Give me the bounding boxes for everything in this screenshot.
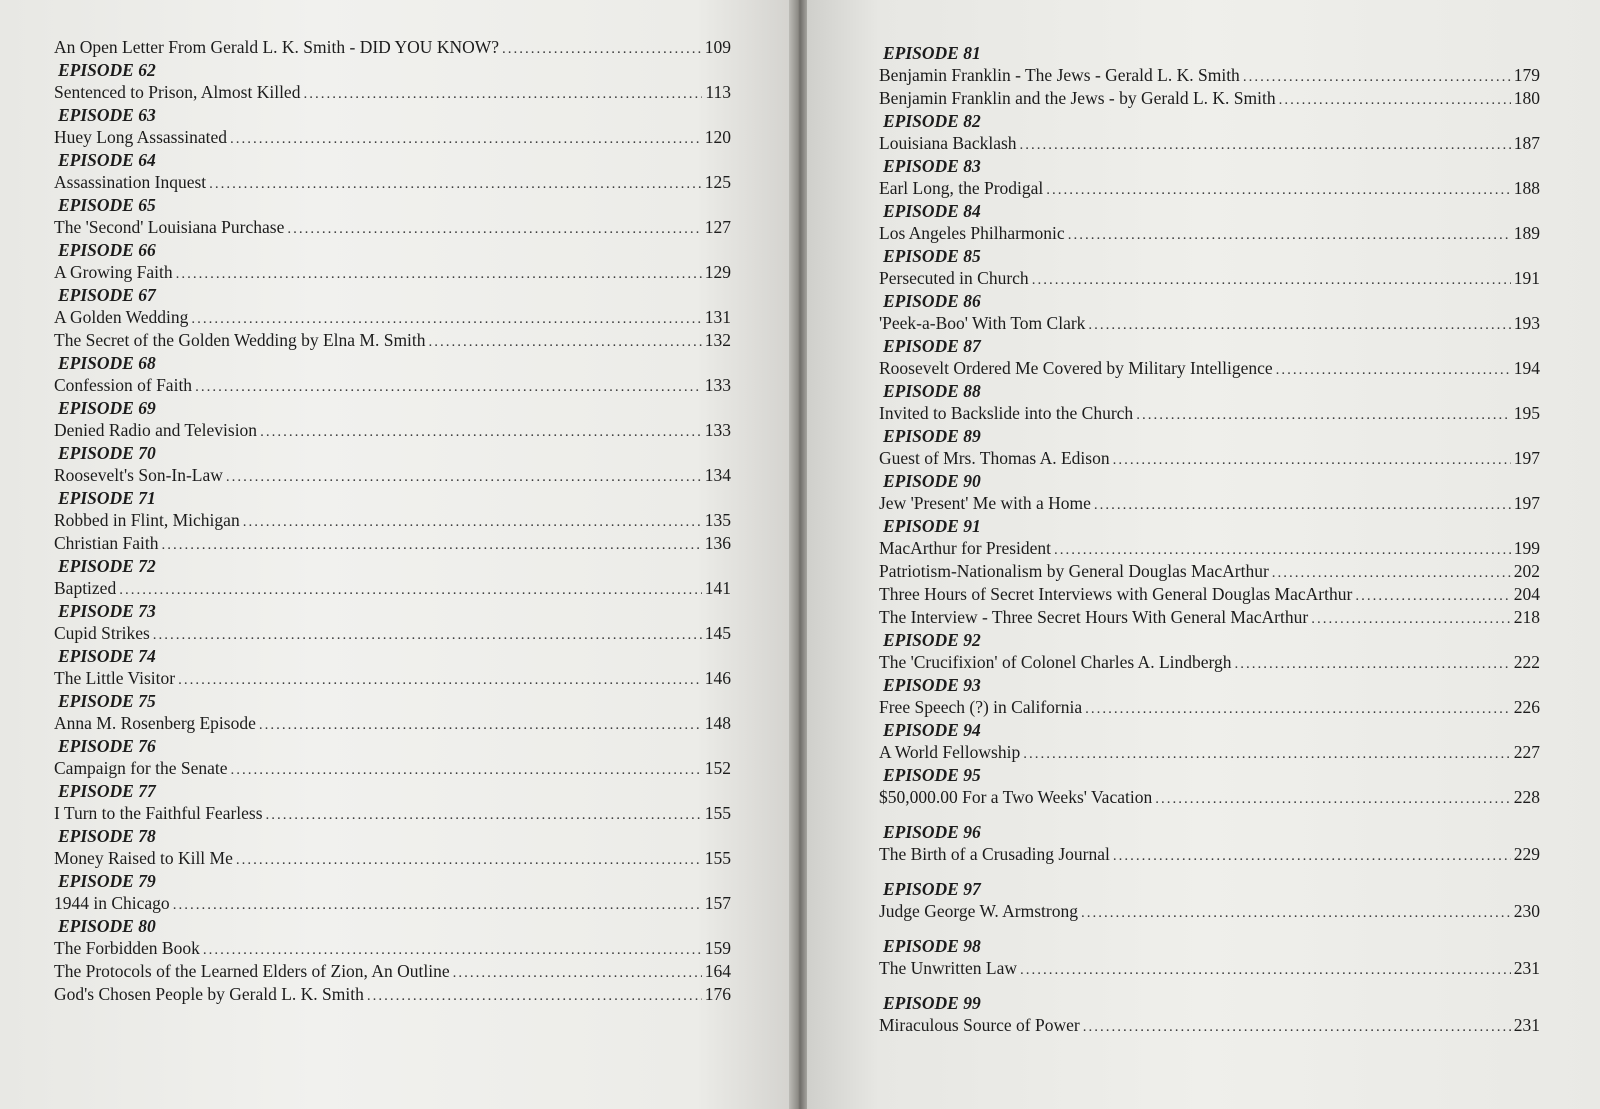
page-number: 152: [704, 758, 731, 778]
episode-heading: EPISODE 67: [58, 285, 156, 305]
entry-title: The Interview - Three Secret Hours With General MacArthur: [879, 607, 1309, 627]
page-number: 132: [704, 330, 731, 350]
entry-title: $50,000.00 For a Two Weeks' Vacation: [879, 787, 1153, 807]
entry-title: The 'Crucifixion' of Colonel Charles A. Lindbergh: [879, 652, 1232, 672]
entry-title: 1944 in Chicago: [54, 893, 170, 913]
episode-heading: EPISODE 99: [883, 993, 981, 1013]
toc-entry: [54, 892, 731, 915]
dot-leader: [1020, 959, 1511, 982]
dot-leader: [1136, 404, 1511, 427]
dot-leader: [176, 263, 702, 286]
dot-leader: [236, 849, 702, 872]
entry-title: Huey Long Assassinated: [54, 127, 228, 147]
episode-heading: EPISODE 73: [58, 601, 156, 621]
page-number: 136: [704, 533, 731, 553]
dot-leader: [453, 962, 702, 985]
toc-entry: [54, 306, 731, 329]
episode-heading: EPISODE 96: [883, 822, 981, 842]
dot-leader: [1046, 179, 1510, 202]
entry-title: Money Raised to Kill Me: [54, 848, 233, 868]
page-number: 131: [704, 307, 731, 327]
toc-entry: [879, 843, 1540, 866]
dot-leader: [1113, 845, 1511, 868]
episode-heading: EPISODE 76: [58, 736, 156, 756]
episode-heading: EPISODE 92: [883, 630, 981, 650]
toc-entry: [879, 222, 1540, 245]
entry-title: The 'Second' Louisiana Purchase: [54, 217, 285, 237]
page-number: 226: [1513, 697, 1540, 717]
toc-entry: [54, 81, 731, 104]
toc-entry: [54, 622, 731, 645]
episode-heading: EPISODE 84: [883, 201, 981, 221]
entry-title: 'Peek-a-Boo' With Tom Clark: [879, 313, 1086, 333]
page-number: 228: [1513, 787, 1540, 807]
toc-entry: [54, 374, 731, 397]
page-number: 146: [704, 668, 731, 688]
page-number: 145: [704, 623, 731, 643]
dot-leader: [1085, 698, 1511, 721]
page-number: 191: [1513, 268, 1540, 288]
episode-heading: EPISODE 86: [883, 291, 981, 311]
episode-heading: EPISODE 82: [883, 111, 981, 131]
toc-entry: [54, 171, 731, 194]
entry-title: Robbed in Flint, Michigan: [54, 510, 240, 530]
toc-entry: [879, 741, 1540, 764]
dot-leader: [1054, 539, 1511, 562]
page-number: 155: [704, 848, 731, 868]
dot-leader: [1083, 1016, 1511, 1039]
dot-leader: [1081, 902, 1511, 925]
dot-leader: [502, 38, 702, 61]
entry-title: Invited to Backslide into the Church: [879, 403, 1134, 423]
entry-title: Louisiana Backlash: [879, 133, 1017, 153]
page-number: 195: [1513, 403, 1540, 423]
page-number: 229: [1513, 844, 1540, 864]
page-number: 120: [704, 127, 731, 147]
left-page: [0, 0, 791, 1109]
toc-entry: [54, 577, 731, 600]
episode-heading: EPISODE 68: [58, 353, 156, 373]
dot-leader: [173, 894, 702, 917]
episode-heading: EPISODE 74: [58, 646, 156, 666]
page-number: 159: [704, 938, 731, 958]
entry-title: The Protocols of the Learned Elders of Zion, An Outline: [54, 961, 450, 981]
page-number: 155: [704, 803, 731, 823]
toc-entry: [879, 64, 1540, 87]
dot-leader: [1020, 134, 1511, 157]
toc-entry: [879, 900, 1540, 923]
dot-leader: [367, 985, 702, 1008]
entry-title: Benjamin Franklin - The Jews - Gerald L. K. Smith: [879, 65, 1240, 85]
page-number: 194: [1513, 358, 1540, 378]
dot-leader: [230, 128, 702, 151]
episode-heading: EPISODE 79: [58, 871, 156, 891]
dot-leader: [195, 376, 702, 399]
episode-heading: EPISODE 77: [58, 781, 156, 801]
episode-heading: EPISODE 93: [883, 675, 981, 695]
toc-entry: [54, 960, 731, 983]
entry-title: An Open Letter From Gerald L. K. Smith - DID YOU KNOW?: [54, 37, 500, 57]
dot-leader: [243, 511, 702, 534]
episode-heading: EPISODE 78: [58, 826, 156, 846]
page-number: 193: [1513, 313, 1540, 333]
episode-heading: EPISODE 94: [883, 720, 981, 740]
page-number: 188: [1513, 178, 1540, 198]
entry-title: A Golden Wedding: [54, 307, 189, 327]
toc-entry: [54, 419, 731, 442]
dot-leader: [1113, 449, 1511, 472]
page-number: 231: [1513, 1015, 1540, 1035]
toc-entry: [879, 651, 1540, 674]
left-toc-list: [54, 36, 731, 1006]
page-number: 197: [1513, 493, 1540, 513]
episode-heading: EPISODE 62: [58, 60, 156, 80]
toc-entry: [54, 464, 731, 487]
episode-heading: EPISODE 89: [883, 426, 981, 446]
page-number: 179: [1513, 65, 1540, 85]
dot-leader: [260, 421, 702, 444]
toc-entry: [54, 937, 731, 960]
entry-title: The Secret of the Golden Wedding by Elna M. Smith: [54, 330, 426, 350]
episode-heading: EPISODE 75: [58, 691, 156, 711]
toc-entry: [879, 537, 1540, 560]
entry-title: Anna M. Rosenberg Episode: [54, 713, 256, 733]
page-number: 164: [704, 961, 731, 981]
page-number: 113: [705, 82, 731, 102]
page-number: 218: [1513, 607, 1540, 627]
episode-heading: EPISODE 80: [58, 916, 156, 936]
page-number: 180: [1513, 88, 1540, 108]
episode-heading: EPISODE 85: [883, 246, 981, 266]
entry-title: Persecuted in Church: [879, 268, 1029, 288]
toc-entry: [879, 447, 1540, 470]
toc-entry: [879, 606, 1540, 629]
entry-title: Three Hours of Secret Interviews with General Douglas MacArthur: [879, 584, 1353, 604]
episode-heading: EPISODE 81: [883, 43, 981, 63]
page-number: 135: [704, 510, 731, 530]
episode-heading: EPISODE 90: [883, 471, 981, 491]
entry-title: Jew 'Present' Me with a Home: [879, 493, 1091, 513]
episode-heading: EPISODE 72: [58, 556, 156, 576]
right-toc-list: [879, 42, 1540, 1037]
toc-entry: [879, 492, 1540, 515]
toc-entry: [54, 757, 731, 780]
dot-leader: [1235, 653, 1511, 676]
dot-leader: [226, 466, 702, 489]
toc-entry: [879, 177, 1540, 200]
page-number: 129: [704, 262, 731, 282]
entry-title: Free Speech (?) in California: [879, 697, 1083, 717]
toc-entry: [54, 36, 731, 59]
page-number: 230: [1513, 901, 1540, 921]
dot-leader: [1279, 89, 1511, 112]
entry-title: Campaign for the Senate: [54, 758, 228, 778]
entry-title: Assassination Inquest: [54, 172, 207, 192]
toc-entry: [879, 267, 1540, 290]
dot-leader: [1068, 224, 1511, 247]
entry-title: Denied Radio and Television: [54, 420, 258, 440]
dot-leader: [1032, 269, 1511, 292]
entry-title: Sentenced to Prison, Almost Killed: [54, 82, 301, 102]
entry-title: I Turn to the Faithful Fearless: [54, 803, 263, 823]
dot-leader: [429, 331, 702, 354]
toc-entry: [54, 532, 731, 555]
entry-title: The Unwritten Law: [879, 958, 1018, 978]
book-spine: [789, 0, 809, 1109]
entry-title: Baptized: [54, 578, 117, 598]
dot-leader: [191, 308, 701, 331]
entry-title: Christian Faith: [54, 533, 159, 553]
entry-title: The Little Visitor: [54, 668, 176, 688]
toc-entry: [879, 957, 1540, 980]
page-number: 189: [1513, 223, 1540, 243]
page-number: 176: [704, 984, 731, 1004]
entry-title: Miraculous Source of Power: [879, 1015, 1080, 1035]
page-number: 134: [704, 465, 731, 485]
page-number: 133: [704, 375, 731, 395]
toc-entry: [54, 329, 731, 352]
page-number: 222: [1513, 652, 1540, 672]
toc-entry: [879, 696, 1540, 719]
dot-leader: [1023, 743, 1511, 766]
entry-title: MacArthur for President: [879, 538, 1052, 558]
dot-leader: [1243, 66, 1511, 89]
episode-heading: EPISODE 70: [58, 443, 156, 463]
toc-entry: [879, 786, 1540, 809]
dot-leader: [266, 804, 702, 827]
entry-title: Guest of Mrs. Thomas A. Edison: [879, 448, 1110, 468]
toc-entry: [879, 312, 1540, 335]
entry-title: Cupid Strikes: [54, 623, 150, 643]
episode-heading: EPISODE 98: [883, 936, 981, 956]
toc-entry: [54, 847, 731, 870]
dot-leader: [209, 173, 702, 196]
dot-leader: [1272, 562, 1511, 585]
page-number: 204: [1513, 584, 1540, 604]
episode-heading: EPISODE 64: [58, 150, 156, 170]
toc-entry: [879, 402, 1540, 425]
entry-title: The Birth of a Crusading Journal: [879, 844, 1110, 864]
episode-heading: EPISODE 83: [883, 156, 981, 176]
page-number: 141: [704, 578, 731, 598]
toc-entry: [54, 126, 731, 149]
entry-title: Los Angeles Philharmonic: [879, 223, 1065, 243]
episode-heading: EPISODE 63: [58, 105, 156, 125]
page-number: 109: [704, 37, 731, 57]
dot-leader: [287, 218, 701, 241]
entry-title: Patriotism-Nationalism by General Douglas MacArthur: [879, 561, 1269, 581]
toc-entry: [54, 712, 731, 735]
page-number: 125: [704, 172, 731, 192]
page-number: 202: [1513, 561, 1540, 581]
toc-entry: [54, 261, 731, 284]
entry-title: The Forbidden Book: [54, 938, 200, 958]
entry-title: Roosevelt Ordered Me Covered by Military Intelligence: [879, 358, 1273, 378]
page-number: 187: [1513, 133, 1540, 153]
page-number: 157: [704, 893, 731, 913]
dot-leader: [1276, 359, 1511, 382]
toc-entry: [54, 216, 731, 239]
episode-heading: EPISODE 71: [58, 488, 156, 508]
right-page: [807, 0, 1600, 1109]
toc-entry: [54, 983, 731, 1006]
entry-title: Roosevelt's Son-In-Law: [54, 465, 223, 485]
episode-heading: EPISODE 66: [58, 240, 156, 260]
dot-leader: [162, 534, 702, 557]
episode-heading: EPISODE 88: [883, 381, 981, 401]
dot-leader: [203, 939, 702, 962]
page-number: 133: [704, 420, 731, 440]
dot-leader: [178, 669, 702, 692]
episode-heading: EPISODE 97: [883, 879, 981, 899]
dot-leader: [1088, 314, 1510, 337]
episode-heading: EPISODE 69: [58, 398, 156, 418]
dot-leader: [119, 579, 702, 602]
entry-title: God's Chosen People by Gerald L. K. Smith: [54, 984, 364, 1004]
toc-entry: [54, 667, 731, 690]
episode-heading: EPISODE 95: [883, 765, 981, 785]
page-number: 148: [704, 713, 731, 733]
entry-title: Confession of Faith: [54, 375, 193, 395]
page-number: 127: [704, 217, 731, 237]
episode-heading: EPISODE 91: [883, 516, 981, 536]
dot-leader: [153, 624, 702, 647]
toc-entry: [879, 1014, 1540, 1037]
dot-leader: [303, 83, 702, 106]
toc-entry: [879, 132, 1540, 155]
page-number: 197: [1513, 448, 1540, 468]
page-number: 231: [1513, 958, 1540, 978]
episode-heading: EPISODE 87: [883, 336, 981, 356]
entry-title: Judge George W. Armstrong: [879, 901, 1078, 921]
entry-title: A World Fellowship: [879, 742, 1021, 762]
dot-leader: [231, 759, 702, 782]
entry-title: Benjamin Franklin and the Jews - by Gerald L. K. Smith: [879, 88, 1276, 108]
dot-leader: [1155, 788, 1511, 811]
dot-leader: [1311, 608, 1511, 631]
toc-entry: [879, 357, 1540, 380]
page-number: 199: [1513, 538, 1540, 558]
dot-leader: [259, 714, 702, 737]
entry-title: Earl Long, the Prodigal: [879, 178, 1044, 198]
episode-heading: EPISODE 65: [58, 195, 156, 215]
toc-entry: [879, 583, 1540, 606]
toc-entry: [879, 87, 1540, 110]
toc-entry: [54, 802, 731, 825]
entry-title: A Growing Faith: [54, 262, 173, 282]
dot-leader: [1094, 494, 1511, 517]
dot-leader: [1355, 585, 1510, 608]
toc-entry: [879, 560, 1540, 583]
page-number: 227: [1513, 742, 1540, 762]
toc-entry: [54, 509, 731, 532]
